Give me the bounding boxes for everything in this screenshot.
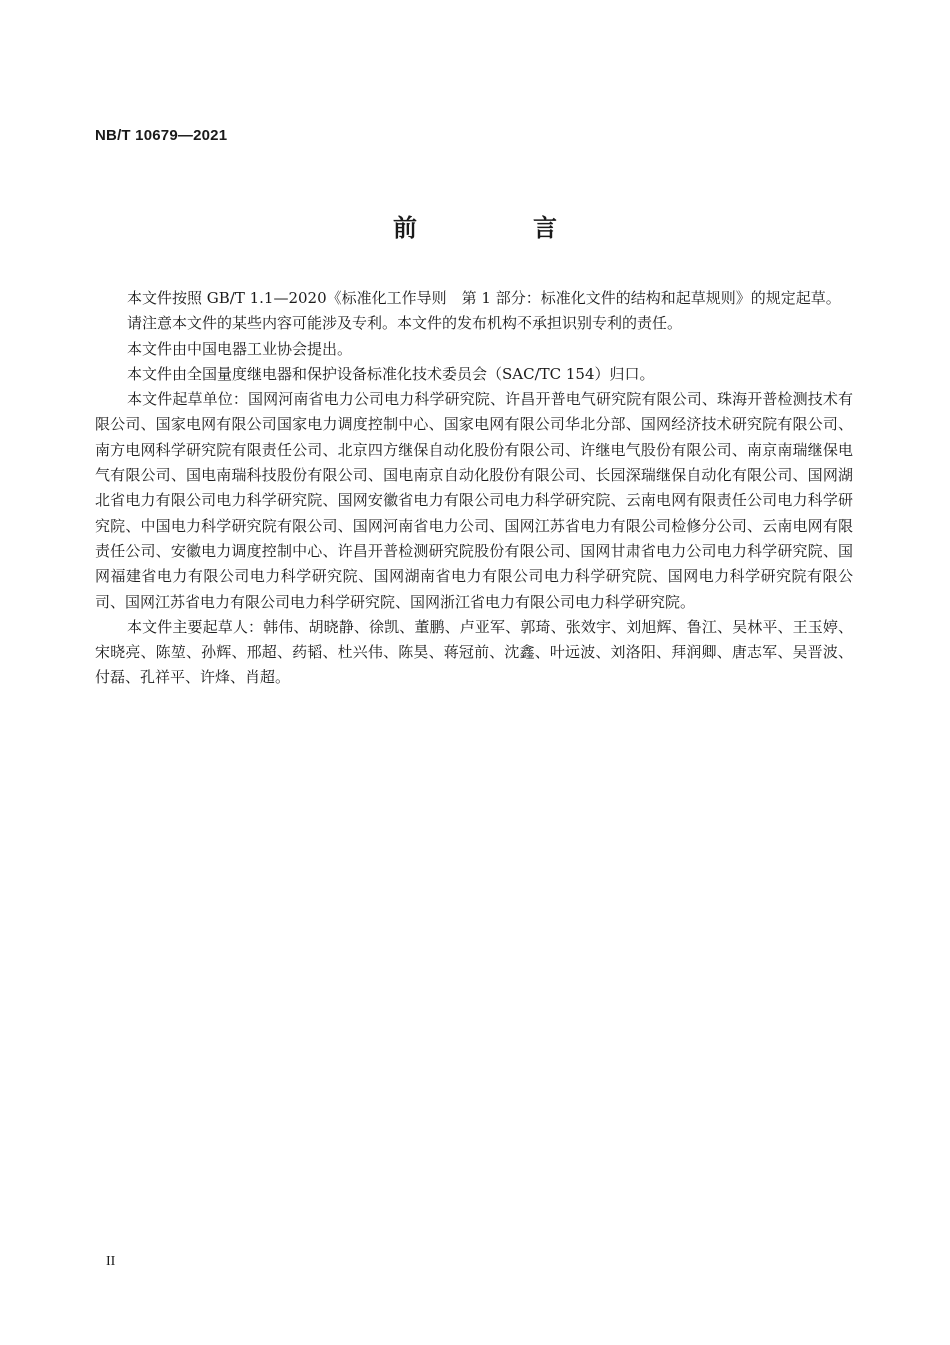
paragraph-main-drafters: 本文件主要起草人：韩伟、胡晓静、徐凯、董鹏、卢亚军、郭琦、张效宇、刘旭辉、鲁江、吴林平、王玉婷、宋晓亮、陈堃、孙辉、邢超、药韬、杜兴伟、陈昊、蒋冠前、沈鑫、叶远波、刘洛阳、拜润卿、唐志军、吴晋波、付磊、孔祥平、许烽、肖超。 <box>95 617 853 687</box>
page-number: II <box>106 1254 116 1269</box>
paragraph-drafting-rules: 本文件按照 GB/T 1.1—2020《标准化工作导则 第 1 部分：标准化文件的结构和起草规则》的规定起草。 <box>127 289 841 307</box>
paragraph-drafting-organizations: 本文件起草单位：国网河南省电力公司电力科学研究院、许昌开普电气研究院有限公司、珠海开普检测技术有限公司、国家电网有限公司国家电力调度控制中心、国家电网有限公司华北分部、国网经济技术研究院有限公司、南方电网科学研究院有限责任公司、北京四方继保自动化股份有限公司、许继电气股份有限公司、南京南瑞继保电气有限公司、国电南瑞科技股份有限公司、国电南京自动化股份有限公司、长园深瑞继保自动化有限公司、国网湖北省电力有限公司电力科学研究院、国网安徽省电力有限公司电力科学研究院、云南电网有限责任公司电力科学研究院、中国电力科学研究院有限公司、国网河南省电力公司、国网江苏省电力有限公司检修分公司、云南电网有限责任公司、安徽电力调度控制中心、许昌开普检测研究院股份有限公司、国网甘肃省电力公司电力科学研究院、国网福建省电力有限公司电力科学研究院、国网湖南省电力有限公司电力科学研究院、国网电力科学研究院有限公司、国网江苏省电力有限公司电力科学研究院、国网浙江省电力有限公司电力科学研究院。 <box>95 390 853 611</box>
standard-code: NB/T 10679—2021 <box>95 127 228 144</box>
paragraph-technical-committee: 本文件由全国量度继电器和保护设备标准化技术委员会（SAC/TC 154）归口。 <box>127 364 655 383</box>
paragraph-proposer: 本文件由中国电器工业协会提出。 <box>127 339 353 358</box>
foreword-body <box>95 286 853 691</box>
page-title: 前 言 <box>393 214 603 242</box>
paragraph-patent-notice: 请注意本文件的某些内容可能涉及专利。本文件的发布机构不承担识别专利的责任。 <box>127 314 683 333</box>
